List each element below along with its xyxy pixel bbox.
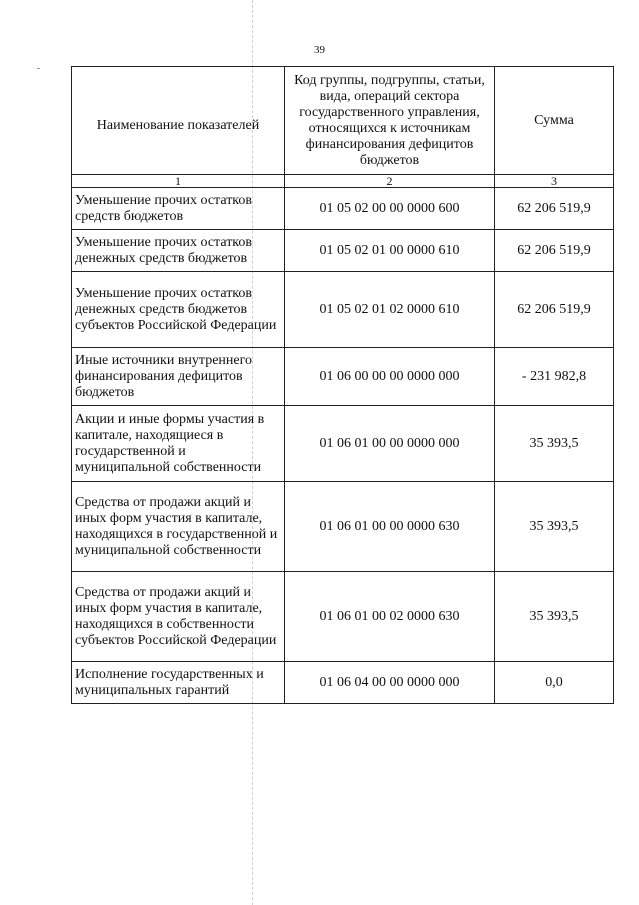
column-number-2: 2 (285, 175, 495, 188)
row-code: 01 06 00 00 00 0000 000 (285, 348, 495, 406)
row-name: Средства от продажи акций и иных форм участия в капитале, находящихся в собственности субъектов Российской Федерации (72, 572, 285, 662)
table-row (72, 406, 614, 482)
column-number-row (72, 175, 614, 188)
table-row (72, 662, 614, 704)
table-row (72, 348, 614, 406)
row-name: Акции и иные формы участия в капитале, находящиеся в государственной и муниципальной собственности (72, 406, 285, 482)
row-name: Средства от продажи акций и иных форм участия в капитале, находящихся в государственной и муниципальной собственности (72, 482, 285, 572)
scan-speck (37, 68, 40, 69)
row-code: 01 05 02 00 00 0000 600 (285, 188, 495, 230)
row-code: 01 06 04 00 00 0000 000 (285, 662, 495, 704)
row-sum: 62 206 519,9 (495, 188, 614, 230)
row-name: Уменьшение прочих остатков средств бюджетов (72, 188, 285, 230)
row-code: 01 06 01 00 02 0000 630 (285, 572, 495, 662)
row-code: 01 06 01 00 00 0000 000 (285, 406, 495, 482)
row-code: 01 05 02 01 00 0000 610 (285, 230, 495, 272)
column-number-1: 1 (72, 175, 285, 188)
row-name: Исполнение государственных и муниципальных гарантий (72, 662, 285, 704)
sources-financing-table (71, 66, 614, 704)
row-sum: 35 393,5 (495, 482, 614, 572)
row-sum: 0,0 (495, 662, 614, 704)
row-sum: 35 393,5 (495, 406, 614, 482)
row-sum: 35 393,5 (495, 572, 614, 662)
table-row (72, 572, 614, 662)
table-row (72, 230, 614, 272)
column-number-3: 3 (495, 175, 614, 188)
page-number: 39 (314, 44, 325, 56)
row-name: Иные источники внутреннего финансирования дефицитов бюджетов (72, 348, 285, 406)
header-sum: Сумма (495, 67, 614, 175)
table-row (72, 482, 614, 572)
row-sum: - 231 982,8 (495, 348, 614, 406)
header-name: Наименование показателей (72, 67, 285, 175)
row-sum: 62 206 519,9 (495, 272, 614, 348)
row-name: Уменьшение прочих остатков денежных средств бюджетов субъектов Российской Федерации (72, 272, 285, 348)
row-name: Уменьшение прочих остатков денежных средств бюджетов (72, 230, 285, 272)
table-header-row (72, 67, 614, 175)
row-sum: 62 206 519,9 (495, 230, 614, 272)
table-row (72, 188, 614, 230)
header-code: Код группы, подгруппы, статьи, вида, операций сектора государственного управления, относящихся к источникам финансирования дефицитов бюджетов (285, 67, 495, 175)
table-row (72, 272, 614, 348)
row-code: 01 06 01 00 00 0000 630 (285, 482, 495, 572)
row-code: 01 05 02 01 02 0000 610 (285, 272, 495, 348)
